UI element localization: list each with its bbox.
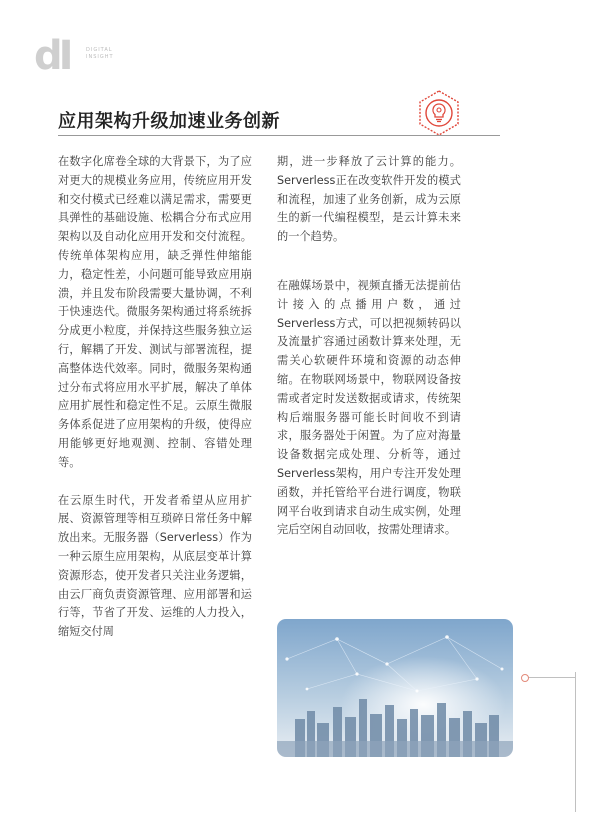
left-column xyxy=(58,153,252,661)
right-column xyxy=(277,153,461,559)
decorative-dot xyxy=(521,674,529,682)
logo-text-line1: DIGITAL xyxy=(86,47,113,53)
paragraph: 期，进一步释放了云计算的能力。Serverless正在改变软件开发的模式和流程，加速了业务创新，成为云原生的新一代编程模型，是云计算未来的一个趋势。 xyxy=(277,155,461,244)
paragraph: 在云原生时代，开发者希望从应用扩展、资源管理等相互琐碎日常任务中解放出来。无服务器（Serverless）作为一种云原生应用架构，从底层变革计算资源形态，使开发者只关注业务逻辑，由云厂商负责资源管理、应用部署和运行等，节省了开发、运维的人力投入，缩短交付周 xyxy=(58,493,252,639)
logo-wordmark xyxy=(86,47,114,61)
page-title: 应用架构升级加速业务创新 xyxy=(58,111,280,132)
logo-mark: dI xyxy=(34,33,70,79)
logo-text-line2: INSIGHT xyxy=(86,54,114,60)
decorative-line xyxy=(528,677,575,678)
paragraph: 在融媒场景中，视频直播无法提前估计接入的点播用户数，通过Serverless方式，可以把视频转码以及流量扩容通过函数计算来处理，无需关心软硬件环境和资源的动态伸缩。在物联网场景中，物联网设备按需或者定时发送数据或请求，传统架构后端服务器可能长时间收不到请求，服务器处于闲置。为了应对海量设备数据完成处理、分析等，通过Serverless架构，用户专注开发处理函数，并托管给平台进行调度，物联网平台收到请求自动生成实例，处理完后空闲自动回收，按需处理请求。 xyxy=(277,278,461,537)
paragraph: 在数字化席卷全球的大背景下，为了应对更大的规模业务应用，传统应用开发和交付模式已经难以满足需求，需要更具弹性的基础设施、松耦合分布式应用架构以及自动化应用开发和交付流程。传统单体架构应用，缺乏弹性伸缩能力，稳定性差，小问题可能导致应用崩溃，并且发布阶段需要大量协调，不利于快速迭代。微服务架构通过将系统拆分成更小粒度，并保持这些服务独立运行，解耦了开发、测试与部署流程，提高整体迭代效率。同时，微服务架构通过分布式将应用水平扩展，解决了单体应用扩展性和稳定性不足。云原生微服务体系促进了应用架构的升级，使得应用能够更好地观测、控制、容错处理等。 xyxy=(58,155,252,469)
city-skyline-network-image xyxy=(277,619,513,757)
decorative-line xyxy=(575,672,576,812)
lightbulb-gear-icon xyxy=(416,90,462,136)
brand-logo xyxy=(34,33,134,79)
